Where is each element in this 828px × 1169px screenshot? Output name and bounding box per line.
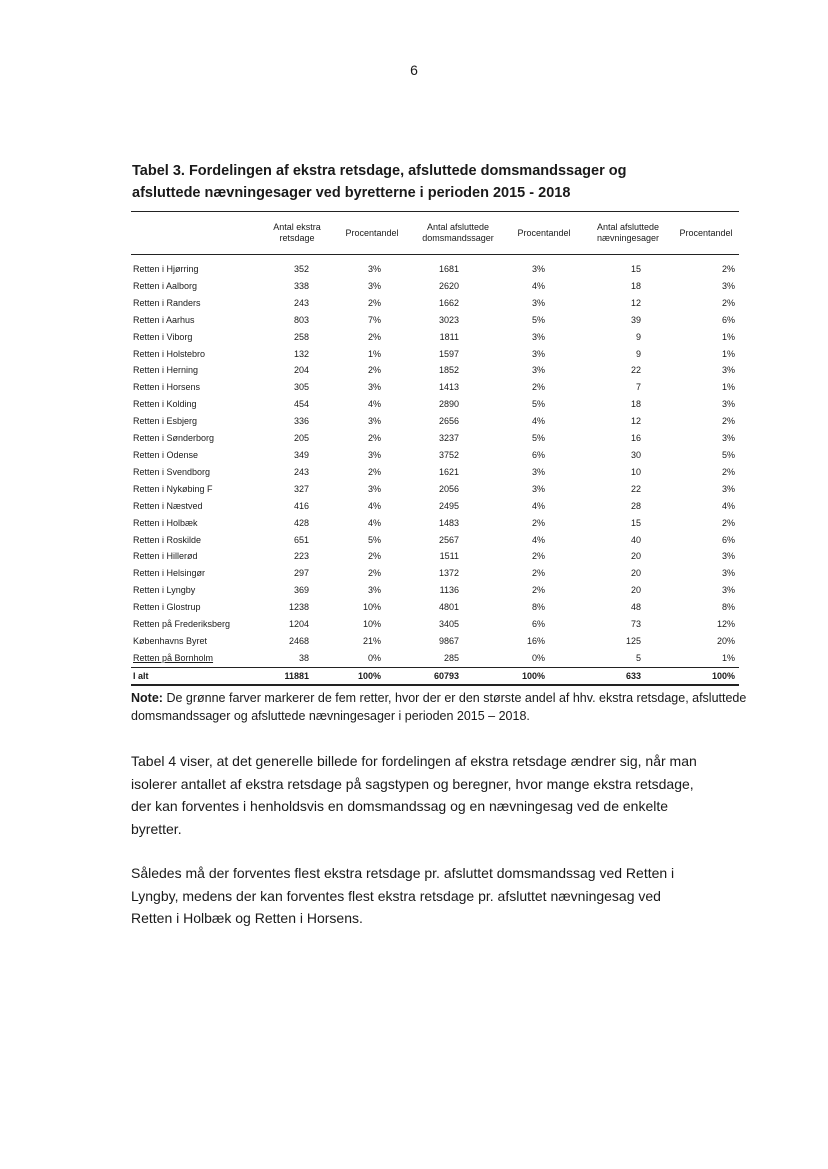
row-pct-naev: 3%: [721, 433, 735, 444]
table-row: [131, 582, 739, 599]
row-court: Københavns Byret: [133, 635, 208, 646]
row-pct-doms: 5%: [531, 399, 545, 410]
row-pct-naev: 2%: [721, 416, 735, 427]
row-naevningesager: 9: [635, 348, 641, 359]
row-court: Retten i Svendborg: [133, 466, 211, 477]
row-extra-days: 205: [293, 433, 309, 444]
row-pct-doms: 16%: [526, 635, 545, 646]
row-pct-extra: 3%: [367, 264, 381, 274]
page-number: 6: [410, 62, 418, 78]
table-row: [131, 255, 739, 278]
note-text: De grønne farver markerer de fem retter, hvor der er den største andel af hhv. ekstra retsdage, afsluttede domsmandssager og afsluttede nævningesager i perioden 2015 – 2018.: [131, 691, 747, 723]
row-court: Retten i Holstebro: [133, 348, 206, 359]
row-naevningesager: 16: [630, 433, 641, 444]
row-court: Retten i Horsens: [133, 382, 201, 393]
row-court: Retten på Bornholm: [131, 650, 261, 667]
table-title: Tabel 3. Fordelingen af ekstra retsdage, afsluttede domsmandssager og afsluttede nævningesager ved byretterne i perioden 2015 - 2018: [132, 163, 627, 201]
row-pct-doms: 6%: [531, 619, 545, 630]
row-extra-days: 297: [293, 568, 309, 579]
total-extra: 11881: [261, 667, 333, 685]
row-pct-doms: 0%: [505, 650, 583, 667]
row-naevningesager: 9: [635, 331, 641, 342]
row-pct-doms: 8%: [531, 602, 545, 613]
row-pct-extra: 2%: [367, 433, 381, 444]
row-domsmandssager: 1511: [439, 551, 459, 562]
table-row: [131, 346, 739, 363]
row-extra-days: 258: [293, 331, 309, 342]
table-row: [131, 532, 739, 549]
row-naevningesager: 28: [630, 500, 641, 511]
row-naevningesager: 15: [630, 517, 641, 528]
row-pct-doms: 4%: [531, 500, 545, 511]
header-pct-naev: Procentandel: [673, 212, 739, 255]
row-extra-days: 352: [293, 264, 309, 274]
row-domsmandssager: 1621: [438, 466, 459, 477]
row-domsmandssager: 3023: [438, 314, 459, 325]
row-domsmandssager: 1413: [438, 382, 459, 393]
row-pct-naev: 1%: [721, 348, 735, 359]
row-domsmandssager: 2620: [438, 280, 459, 291]
row-pct-extra: 3%: [367, 382, 381, 393]
row-pct-extra: 2%: [367, 466, 381, 477]
row-pct-extra: 2%: [367, 331, 381, 342]
row-court: Retten i Aalborg: [133, 280, 198, 291]
row-court: Retten i Næstved: [133, 500, 203, 511]
row-domsmandssager: 1483: [438, 517, 459, 528]
table-row: [131, 633, 739, 650]
row-extra-days: 132: [293, 348, 309, 359]
row-pct-naev: 3%: [721, 568, 735, 579]
table-note: [131, 690, 771, 725]
row-pct-extra: 3%: [367, 280, 381, 291]
row-pct-extra: 1%: [367, 348, 381, 359]
row-pct-doms: 2%: [531, 382, 545, 393]
row-pct-naev: 6%: [721, 534, 735, 545]
row-extra-days: 223: [293, 551, 309, 562]
row-naevningesager: 15: [630, 264, 641, 274]
total-doms: 60793: [411, 667, 505, 685]
row-pct-doms: 3%: [531, 297, 545, 308]
row-pct-naev: 5%: [721, 449, 735, 460]
row-extra-days: 243: [293, 297, 309, 308]
row-pct-naev: 8%: [721, 602, 735, 613]
row-naevningesager: 12: [630, 416, 641, 427]
row-pct-extra: 10%: [362, 619, 381, 630]
note-label: Note:: [131, 691, 163, 705]
court-distribution-table: [131, 211, 739, 686]
row-naevningesager: 18: [630, 280, 641, 291]
row-domsmandssager: 3237: [438, 433, 459, 444]
table-row: [131, 548, 739, 565]
row-domsmandssager: 1136: [439, 585, 459, 596]
row-extra-days: 1238: [288, 602, 309, 613]
row-extra-days: 305: [293, 382, 309, 393]
row-pct-doms: 2%: [531, 568, 545, 579]
total-pct-doms: 100%: [505, 667, 583, 685]
row-court: Retten i Sønderborg: [133, 433, 215, 444]
header-naevningesager: Antal afsluttede nævningesager: [583, 212, 673, 255]
row-court: Retten på Frederiksberg: [133, 619, 231, 630]
header-court: [131, 212, 261, 255]
total-row: [131, 667, 739, 685]
header-extra-days: Antal ekstra retsdage: [261, 212, 333, 255]
row-pct-naev: 2%: [721, 517, 735, 528]
row-pct-extra: 3%: [367, 449, 381, 460]
row-naevningesager: 22: [630, 483, 641, 494]
table-row: [131, 565, 739, 582]
row-pct-naev: 3%: [721, 585, 735, 596]
row-domsmandssager: 3405: [438, 619, 459, 630]
table-header-row: [131, 212, 739, 255]
row-extra-days: 651: [293, 534, 309, 545]
row-pct-doms: 5%: [531, 314, 545, 325]
paragraph-1: Tabel 4 viser, at det generelle billede for fordelingen af ekstra retsdage ændrer sig, når man isolerer antallet af ekstra retsdage på sagstypen og beregner, hvor mange ekstra retsdage, der kan forventes i henholdsvis en domsmandssag og en nævningesag ved de enkelte byretter.: [131, 753, 697, 837]
row-pct-doms: 3%: [531, 331, 545, 342]
row-domsmandssager: 2890: [438, 399, 459, 410]
row-court: Retten i Glostrup: [133, 602, 201, 613]
row-pct-doms: 3%: [531, 365, 545, 376]
row-pct-doms: 3%: [531, 264, 545, 274]
table-row: [131, 312, 739, 329]
row-domsmandssager: 3752: [438, 449, 459, 460]
row-pct-naev: 1%: [721, 331, 735, 342]
row-pct-extra: 3%: [367, 585, 381, 596]
row-pct-naev: 12%: [716, 619, 735, 630]
row-pct-naev: 3%: [721, 399, 735, 410]
row-extra-days: 428: [293, 517, 309, 528]
row-pct-naev: 1%: [673, 650, 739, 667]
row-pct-extra: 4%: [367, 500, 381, 511]
row-court: Retten i Helsingør: [133, 568, 206, 579]
total-pct-extra: 100%: [333, 667, 411, 685]
table-body: [131, 255, 739, 668]
row-naevningesager: 48: [630, 602, 641, 613]
table-row: [131, 362, 739, 379]
row-naevningesager: 20: [630, 568, 641, 579]
paragraph-2: Således må der forventes flest ekstra retsdage pr. afsluttet domsmandssag ved Retten i Lyngby, medens der kan forventes flest ekstra retsdage pr. afsluttet nævningesag ved Retten i Holbæk og Retten i Horsens.: [131, 865, 675, 926]
row-pct-doms: 2%: [531, 585, 545, 596]
row-pct-naev: 3%: [721, 365, 735, 376]
row-extra-days: 243: [293, 466, 309, 477]
row-domsmandssager: 1811: [439, 331, 459, 342]
table-row: [131, 650, 739, 667]
row-court: Retten i Viborg: [133, 331, 193, 342]
row-naevningesager: 18: [630, 399, 641, 410]
row-domsmandssager: 1597: [438, 348, 459, 359]
row-pct-extra: 7%: [367, 314, 381, 325]
row-naevningesager: 20: [630, 585, 641, 596]
row-domsmandssager: 2656: [438, 416, 459, 427]
row-naevningesager: 5: [583, 650, 673, 667]
row-pct-extra: 10%: [362, 602, 381, 613]
row-extra-days: 1204: [288, 619, 309, 630]
row-domsmandssager: 1662: [438, 297, 459, 308]
row-pct-naev: 3%: [721, 280, 735, 291]
row-naevningesager: 125: [625, 635, 641, 646]
table-row: [131, 278, 739, 295]
row-naevningesager: 22: [630, 365, 641, 376]
row-pct-naev: 4%: [721, 500, 735, 511]
row-pct-extra: 0%: [333, 650, 411, 667]
table-row: [131, 295, 739, 312]
row-pct-doms: 3%: [531, 466, 545, 477]
row-pct-extra: 2%: [367, 568, 381, 579]
row-domsmandssager: 2056: [438, 483, 459, 494]
table-row: [131, 329, 739, 346]
row-pct-extra: 4%: [367, 399, 381, 410]
row-naevningesager: 20: [630, 551, 641, 562]
row-extra-days: 204: [293, 365, 309, 376]
row-pct-extra: 3%: [367, 483, 381, 494]
row-naevningesager: 40: [630, 534, 641, 545]
table-row: [131, 616, 739, 633]
row-pct-doms: 3%: [531, 483, 545, 494]
row-pct-doms: 4%: [531, 280, 545, 291]
row-naevningesager: 12: [630, 297, 641, 308]
total-naev: 633: [583, 667, 673, 685]
row-pct-doms: 3%: [531, 348, 545, 359]
row-court: Retten i Lyngby: [133, 585, 196, 596]
row-domsmandssager: 1372: [438, 568, 459, 579]
table-row: [131, 498, 739, 515]
row-extra-days: 38: [261, 650, 333, 667]
row-extra-days: 327: [293, 483, 309, 494]
row-court: Retten i Herning: [133, 365, 199, 376]
row-domsmandssager: 1681: [438, 264, 459, 274]
row-domsmandssager: 4801: [438, 602, 459, 613]
header-domsmandssager: Antal afsluttede domsmandssager: [411, 212, 505, 255]
row-court: Retten i Odense: [133, 449, 199, 460]
table-row: [131, 515, 739, 532]
row-court: Retten i Hjørring: [133, 264, 199, 274]
table-row: [131, 379, 739, 396]
row-pct-extra: 4%: [367, 517, 381, 528]
row-naevningesager: 7: [635, 382, 641, 393]
row-extra-days: 349: [293, 449, 309, 460]
row-pct-naev: 2%: [721, 466, 735, 477]
row-court: Retten i Randers: [133, 297, 201, 308]
row-court: Retten i Kolding: [133, 399, 197, 410]
header-pct-doms: Procentandel: [505, 212, 583, 255]
row-court: Retten i Esbjerg: [133, 416, 198, 427]
row-pct-extra: 21%: [362, 635, 381, 646]
table-row: [131, 599, 739, 616]
row-domsmandssager: 2567: [438, 534, 459, 545]
table-row: [131, 413, 739, 430]
row-pct-naev: 2%: [721, 297, 735, 308]
table-row: [131, 481, 739, 498]
row-extra-days: 336: [293, 416, 309, 427]
row-extra-days: 338: [293, 280, 309, 291]
row-pct-doms: 2%: [531, 551, 545, 562]
header-pct-extra: Procentandel: [333, 212, 411, 255]
row-pct-extra: 2%: [367, 297, 381, 308]
row-pct-extra: 5%: [367, 534, 381, 545]
table-row: [131, 447, 739, 464]
row-court: Retten i Aarhus: [133, 314, 195, 325]
table-row: [131, 430, 739, 447]
row-pct-naev: 6%: [721, 314, 735, 325]
row-extra-days: 454: [293, 399, 309, 410]
row-pct-doms: 6%: [531, 449, 545, 460]
total-pct-naev: 100%: [673, 667, 739, 685]
row-naevningesager: 39: [630, 314, 641, 325]
row-domsmandssager: 2495: [438, 500, 459, 511]
table-row: [131, 396, 739, 413]
row-pct-naev: 1%: [721, 382, 735, 393]
row-extra-days: 2468: [288, 635, 309, 646]
row-pct-naev: 3%: [721, 483, 735, 494]
row-pct-extra: 3%: [367, 416, 381, 427]
total-label: I alt: [131, 667, 261, 685]
row-pct-doms: 2%: [531, 517, 545, 528]
row-pct-extra: 2%: [367, 365, 381, 376]
row-extra-days: 803: [293, 314, 309, 325]
row-court: Retten i Nykøbing F: [133, 483, 213, 494]
row-naevningesager: 10: [630, 466, 641, 477]
row-extra-days: 416: [293, 500, 309, 511]
row-pct-naev: 2%: [721, 264, 735, 274]
row-extra-days: 369: [293, 585, 309, 596]
row-pct-naev: 3%: [721, 551, 735, 562]
row-court: Retten i Holbæk: [133, 517, 198, 528]
row-pct-extra: 2%: [367, 551, 381, 562]
row-court: Retten i Roskilde: [133, 534, 202, 545]
row-pct-naev: 20%: [716, 635, 735, 646]
table-row: [131, 464, 739, 481]
row-pct-doms: 4%: [531, 534, 545, 545]
row-domsmandssager: 285: [411, 650, 505, 667]
row-domsmandssager: 1852: [438, 365, 459, 376]
row-naevningesager: 30: [630, 449, 641, 460]
row-court: Retten i Hillerød: [133, 551, 198, 562]
row-domsmandssager: 9867: [438, 635, 459, 646]
row-pct-doms: 5%: [531, 433, 545, 444]
row-pct-doms: 4%: [531, 416, 545, 427]
row-naevningesager: 73: [630, 619, 641, 630]
